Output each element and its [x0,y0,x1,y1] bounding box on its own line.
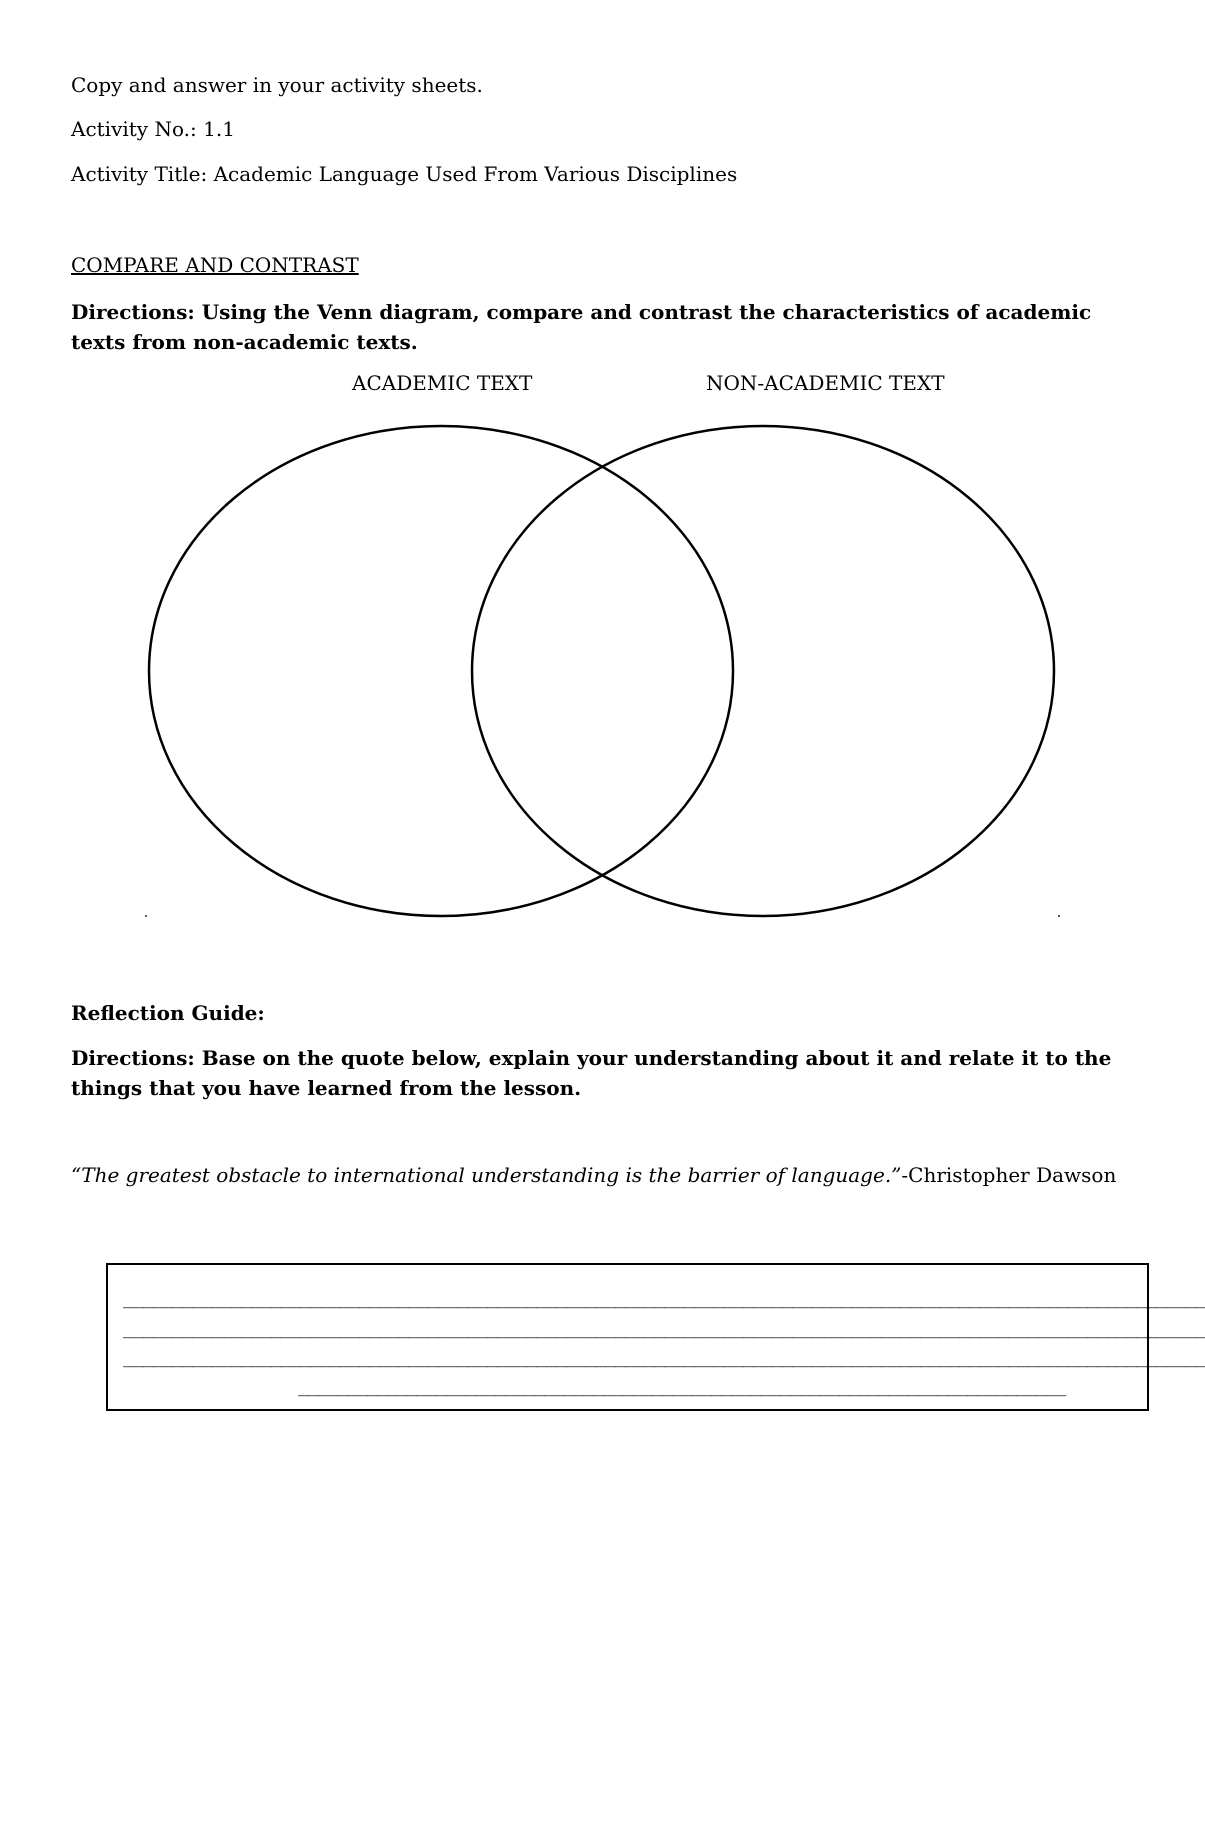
stray-mark [145,915,147,917]
non-academic-circle [472,426,1054,916]
quote-author: -Christopher Dawson [901,1163,1117,1187]
activity-number: Activity No.: 1.1 [71,117,235,141]
answer-line-4[interactable]: ______________________________________________________________________________ [298,1376,1066,1397]
reflection-heading: Reflection Guide: [71,1001,265,1025]
quote-text: “The greatest obstacle to international understanding is the barrier of language.” [71,1163,902,1187]
stray-mark [1058,915,1060,917]
answer-line-3[interactable]: ______________________________________________________________________________________________________________ [123,1347,1205,1368]
compare-directions: Directions: Using the Venn diagram, compare and contrast the characteristics of academic texts from non-academic texts. [71,300,1092,354]
non-academic-text-label: NON-ACADEMIC TEXT [706,371,945,395]
answer-box[interactable] [106,1263,1205,1411]
reflection-directions: Directions: Base on the quote below, explain your understanding about it and relate it to the things that you have learned from the lesson. [71,1046,1112,1100]
answer-line-1[interactable]: ______________________________________________________________________________________________________________ [123,1288,1205,1309]
compare-heading: COMPARE AND CONTRAST [71,253,359,277]
activity-title: Activity Title: Academic Language Used From Various Disciplines [71,162,738,186]
answer-line-2[interactable]: ______________________________________________________________________________________________________________ [123,1318,1205,1339]
academic-text-label: ACADEMIC TEXT [352,371,533,395]
instruction-text: Copy and answer in your activity sheets. [71,73,483,97]
quote-line [71,1163,1116,1187]
academic-circle [149,426,733,916]
